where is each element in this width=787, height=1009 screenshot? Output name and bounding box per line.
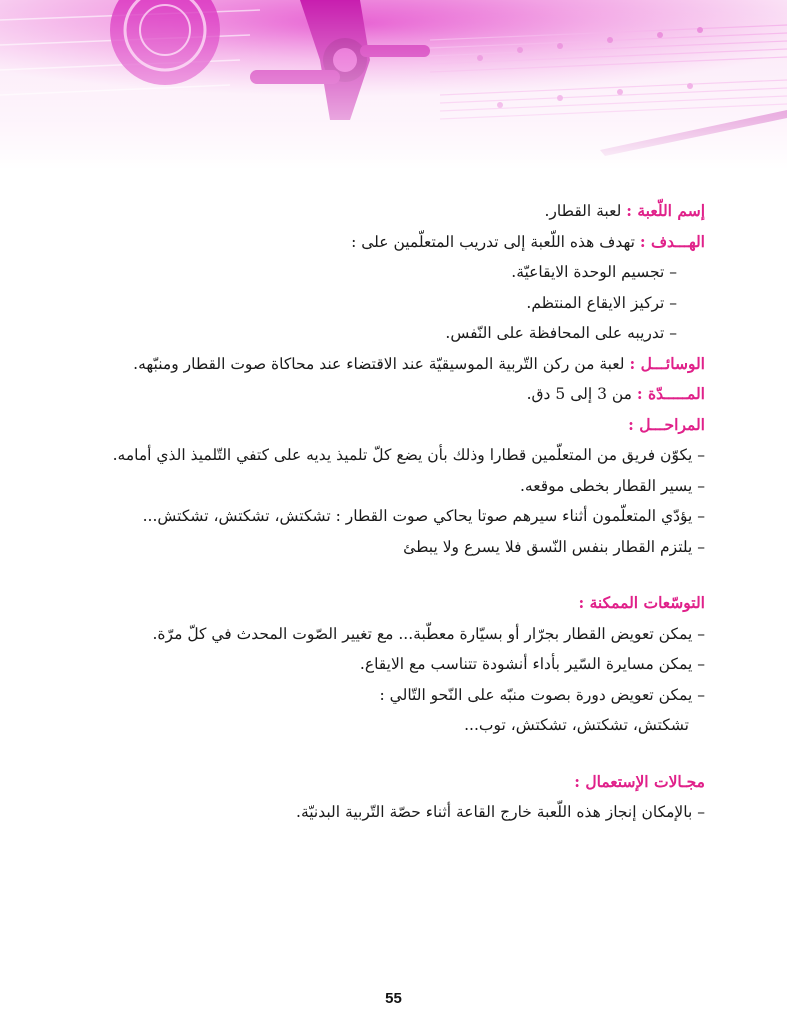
usage-label: مجـالات الإستعمال : (574, 771, 705, 791)
extension-item: – يمكن تعويض دورة بصوت منبّه على النّحو التّالي : (379, 685, 705, 704)
extension-item: – يمكن مسايرة السّير بأداء أنشودة تتناسب مع الايقاع. (359, 655, 705, 673)
extensions-label: التوسّعات الممكنة : (578, 593, 705, 612)
stage-item: – يؤدّي المتعلّمون أثناء سيرهم صوتا يحاكي صوت القطار : تشكتش، تشكتش، تشكتش... (142, 507, 705, 525)
usage-item: – بالإمكان إنجاز هذه اللّعبة خارج القاعة أثناء حصّة التّربية البدنيّة. (296, 803, 705, 821)
means-line (65, 349, 705, 380)
stage-item: – يسير القطار بخطى موقعه. (519, 476, 705, 495)
goal-item: – تركيز الايقاع المنتظم. (526, 293, 677, 312)
game-name-value: لعبة القطار. (544, 202, 622, 220)
duration-label: المـــــدّة : (636, 384, 705, 403)
goal-value: تهدف هذه اللّعبة إلى تدريب المتعلّمين على : (351, 232, 635, 251)
goal-item: – تجسيم الوحدة الايقاعيّة. (511, 263, 677, 281)
banner-artwork (0, 0, 787, 170)
goal-item: – تدريبه على المحافظة على النّفس. (445, 324, 677, 342)
stages-label: المراحـــل : (628, 414, 705, 434)
game-name-line (65, 196, 705, 227)
means-value: لعبة من ركن التّربية الموسيقيّة عند الاقتضاء عند محاكاة صوت القطار ومنبّهه. (133, 354, 625, 373)
game-name-label: إسم اللّعبة : (626, 201, 705, 220)
duration-line (65, 379, 705, 410)
extension-sub-item: تشكتش، تشكتش، تشكتش، توب... (464, 716, 689, 734)
duration-value: من 3 إلى 5 دق. (526, 385, 632, 403)
header-banner (0, 0, 787, 170)
means-label: الوسائـــل : (629, 353, 705, 373)
stage-item: – يلتزم القطار بنفس النّسق فلا يسرع ولا يبطئ (403, 537, 705, 556)
extensions-line (65, 588, 705, 619)
stages-line (65, 410, 705, 441)
usage-line (65, 767, 705, 798)
stage-item: – يكوّن فريق من المتعلّمين قطارا وذلك بأن يضع كلّ تلميذ يديه على كتفي التّلميذ الذي أمامه. (112, 446, 705, 464)
extension-item: – يمكن تعويض القطار بجرّار أو بسيّارة معطّبة... مع تغيير الصّوت المحدث في كلّ مرّة. (152, 624, 705, 643)
goal-line (65, 227, 705, 258)
goal-label: الهـــدف : (639, 231, 705, 251)
page-number: 55 (385, 990, 402, 1007)
game-sheet (65, 196, 705, 828)
